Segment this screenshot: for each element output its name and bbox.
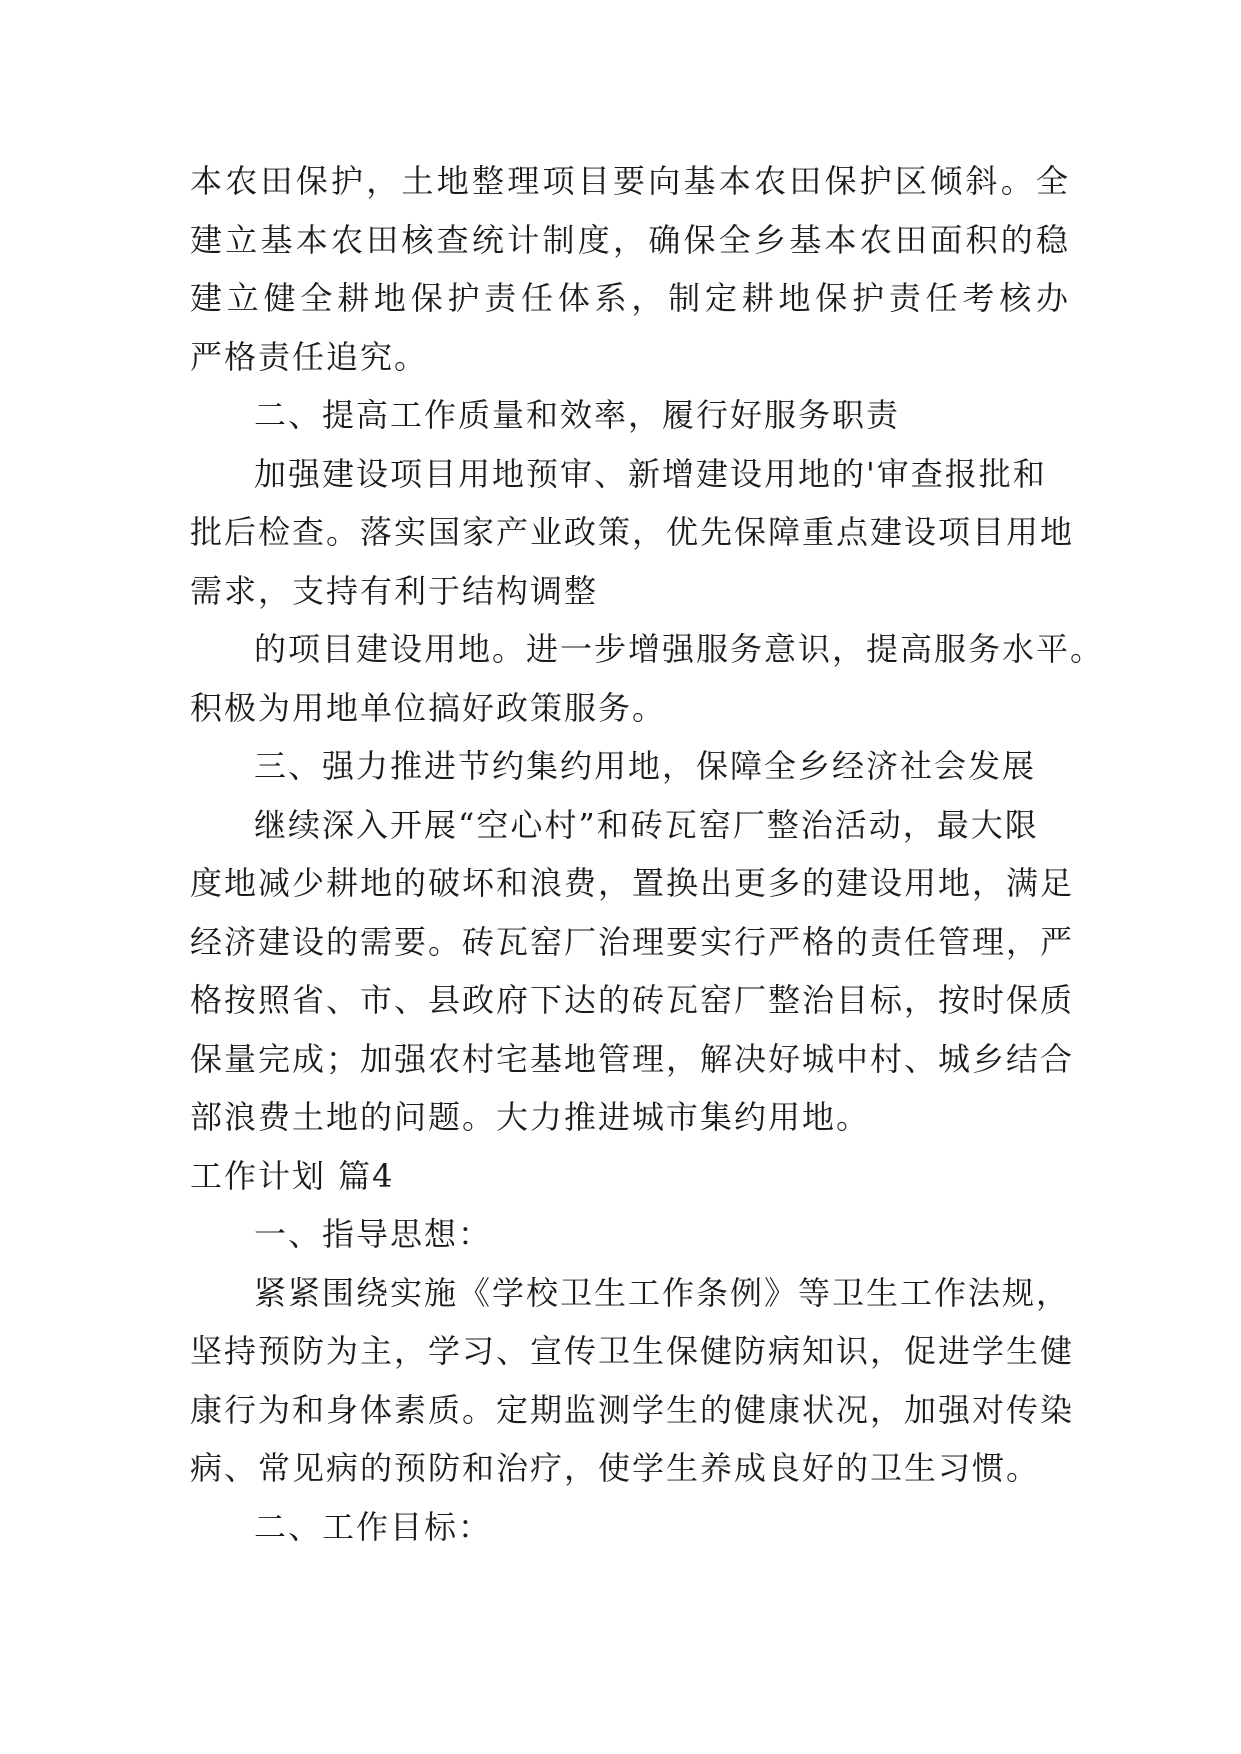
text-line: 部浪费土地的问题。大力推进城市集约用地。 <box>190 1098 871 1136</box>
text-line: 保量完成；加强农村宅基地管理，解决好城中村、城乡结合 <box>190 1039 1075 1078</box>
text-line: 经济建设的需要。砖瓦窑厂治理要实行严格的责任管理，严 <box>190 922 1075 961</box>
text-line: 需求，支持有利于结构调整 <box>190 571 599 610</box>
text-line: 批后检查。落实国家产业政策，优先保障重点建设项目用地 <box>190 513 1075 551</box>
text-line: 建立基本农田核查统计制度，确保全乡基本农田面积的稳 <box>190 220 1070 259</box>
text-line: 格按照省、市、县政府下达的砖瓦窑厂整治目标，按时保质 <box>190 981 1075 1019</box>
text-line: 的项目建设用地。进一步增强服务意识，提高服务水平。 <box>254 630 1105 668</box>
article-title: 工作计划 篇4 <box>190 1156 395 1195</box>
text-line: 加强建设项目用地预审、新增建设用地的'审查报批和 <box>254 454 1047 493</box>
text-line: 建立健全耕地保护责任体系，制定耕地保护责任考核办 <box>190 279 1070 317</box>
text-line: 本农田保护，土地整理项目要向基本农田保护区倾斜。全 <box>190 162 1070 200</box>
text-line: 严格责任追究。 <box>190 337 429 376</box>
section-heading: 一、指导思想： <box>254 1215 493 1253</box>
text-line: 康行为和身体素质。定期监测学生的健康状况，加强对传染 <box>190 1390 1075 1429</box>
section-heading: 三、强力推进节约集约用地，保障全乡经济社会发展 <box>254 747 1037 785</box>
section-heading: 二、工作目标： <box>254 1507 493 1546</box>
document-body <box>190 152 1105 1556</box>
text-line: 度地减少耕地的破坏和浪费，置换出更多的建设用地，满足 <box>190 864 1075 902</box>
text-line: 紧紧围绕实施《学校卫生工作条例》等卫生工作法规， <box>254 1273 1071 1312</box>
text-line: 病、常见病的预防和治疗，使学生养成良好的卫生习惯。 <box>190 1449 1041 1487</box>
text-line: 积极为用地单位搞好政策服务。 <box>190 688 667 727</box>
text-line: 继续深入开展“空心村”和砖瓦窑厂整治活动，最大限 <box>254 805 1039 844</box>
text-line: 坚持预防为主，学习、宣传卫生保健防病知识，促进学生健 <box>190 1332 1075 1370</box>
section-heading: 二、提高工作质量和效率，履行好服务职责 <box>254 396 901 434</box>
